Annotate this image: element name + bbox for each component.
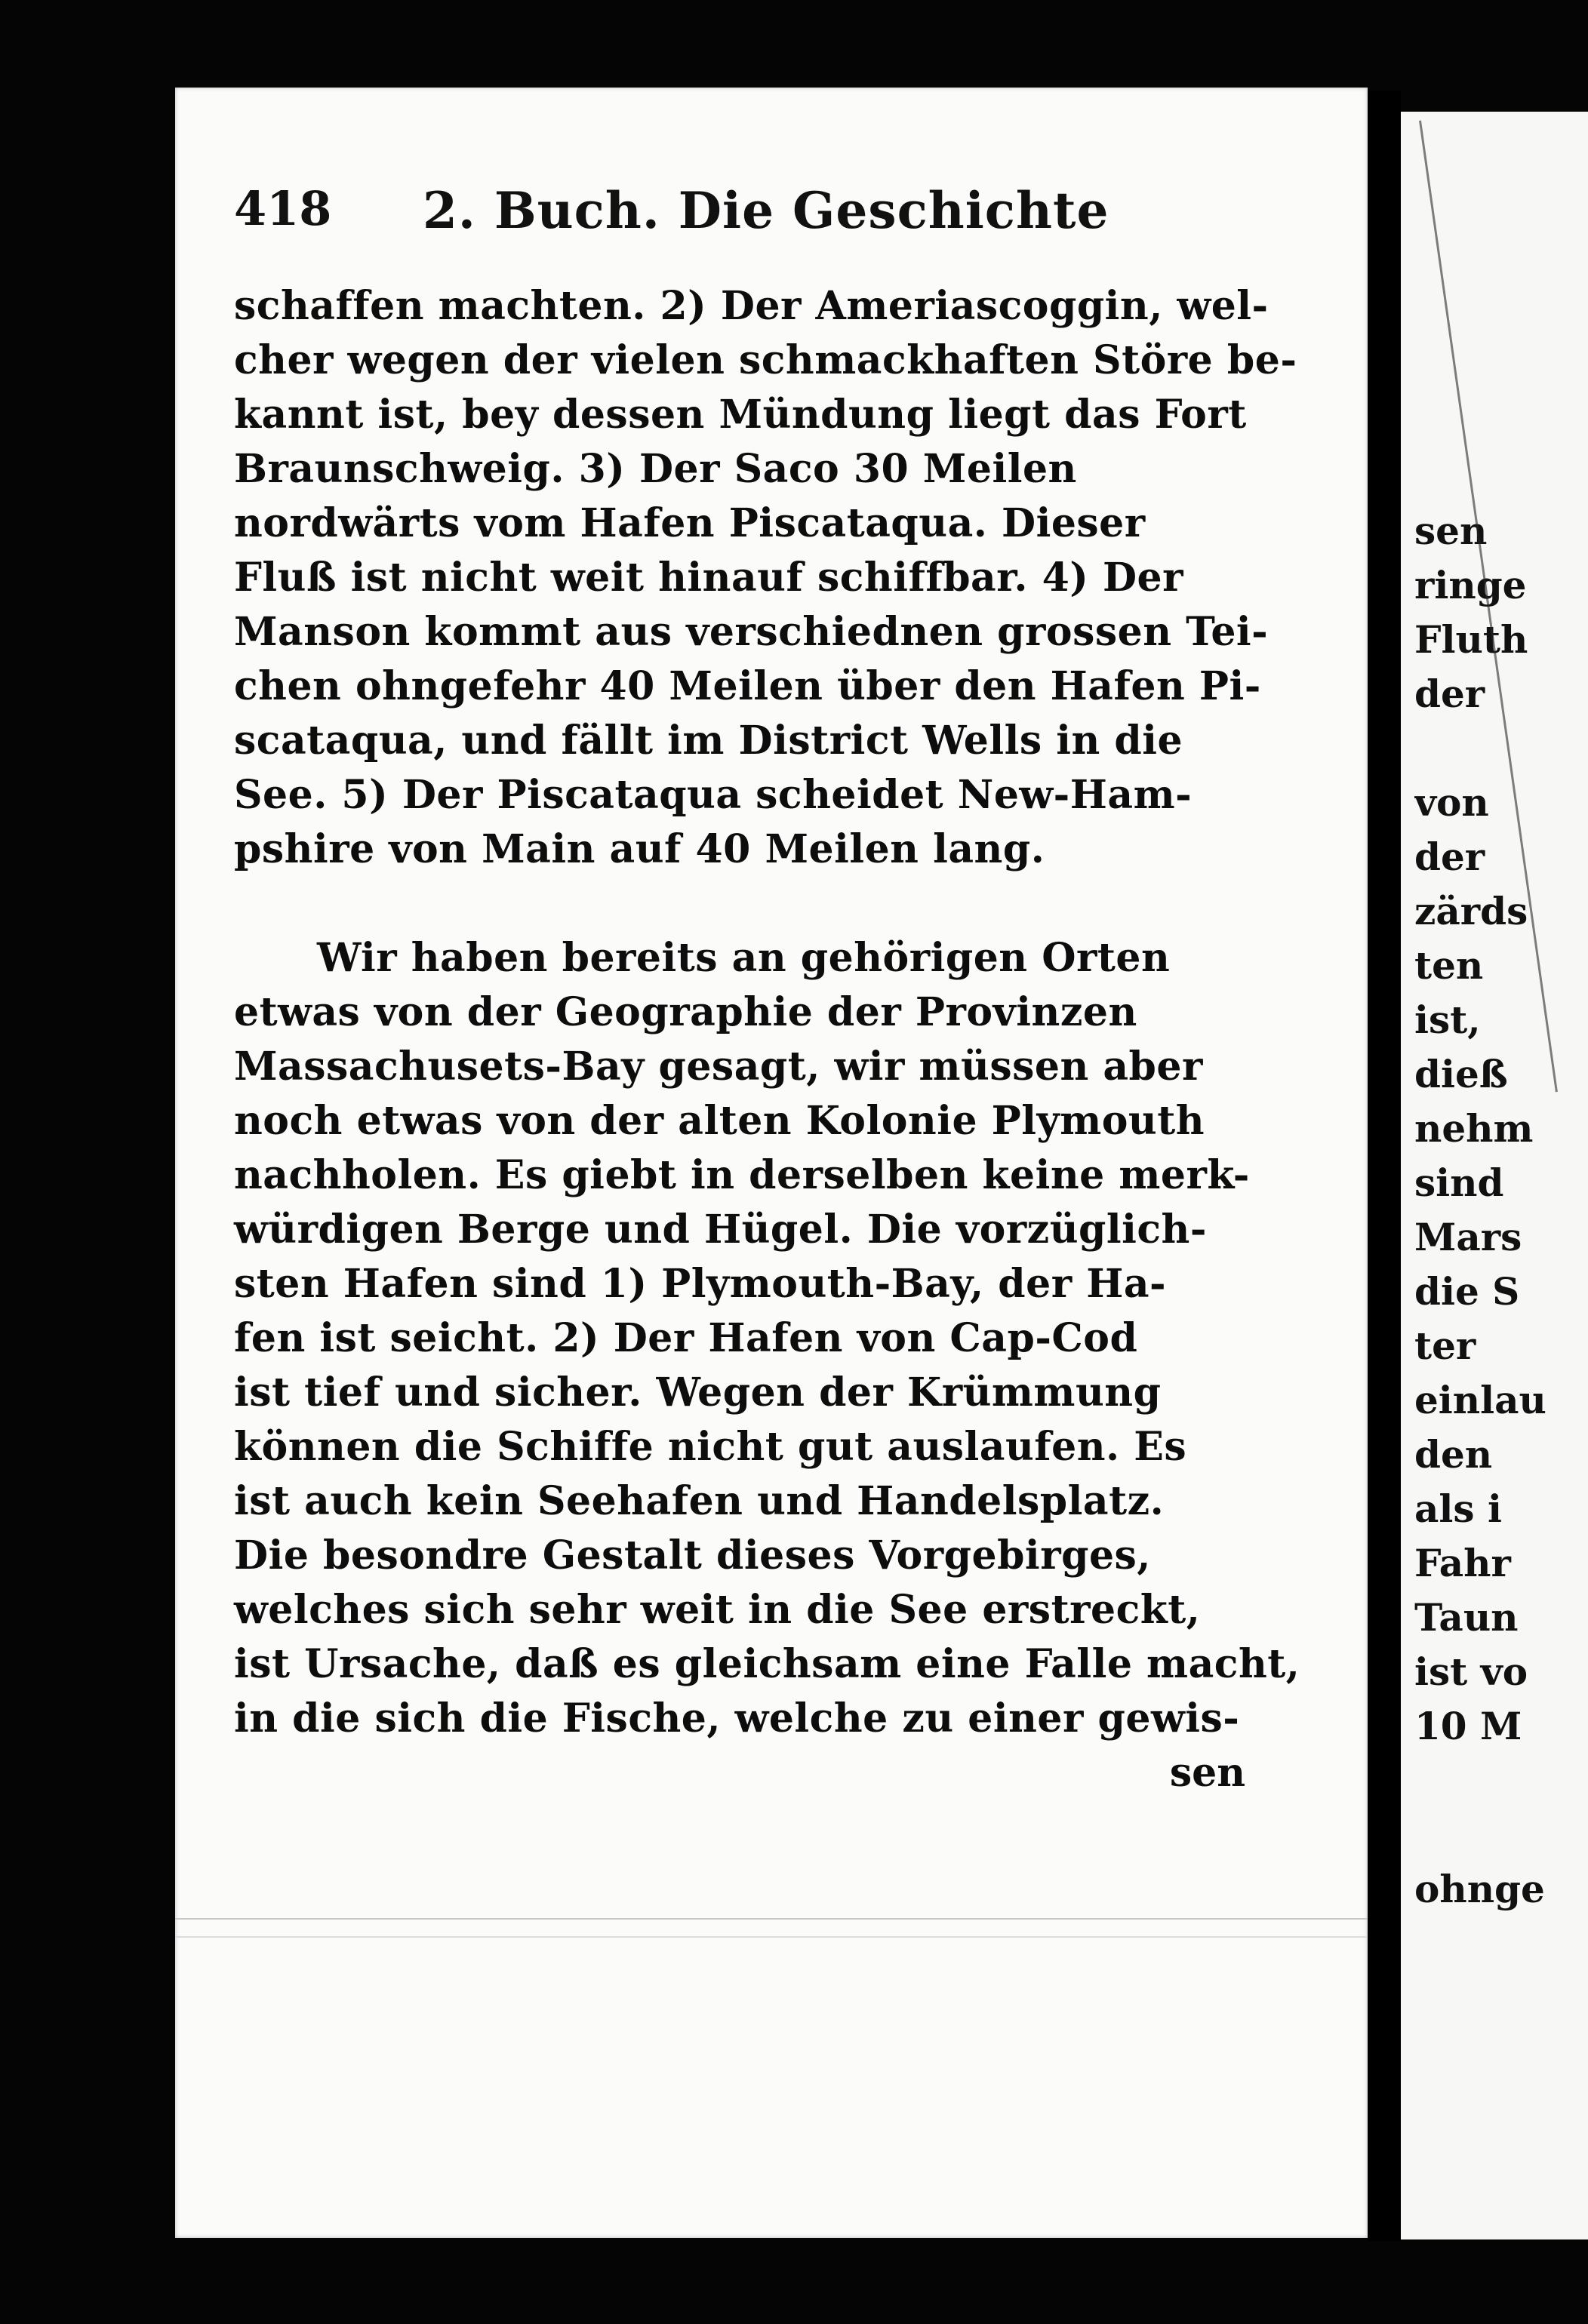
text-line: cher wegen der vielen schmackhaften Störe be-	[234, 337, 1297, 383]
right-line	[1414, 1754, 1588, 1808]
paragraph-1	[234, 279, 1297, 877]
right-line: sen	[1414, 509, 1488, 553]
page-fold-line	[175, 1936, 1368, 1938]
text-line: Wir haben bereits an gehörigen Orten	[317, 935, 1171, 981]
right-line: sind	[1414, 1160, 1504, 1205]
text-line: pshire von Main auf 40 Meilen lang.	[234, 826, 1045, 872]
text-line: sten Hafen sind 1) Plymouth-Bay, der Ha-	[234, 1261, 1167, 1307]
right-line: dieß	[1414, 1052, 1508, 1096]
text-line: Braunschweig. 3) Der Saco 30 Meilen	[234, 446, 1077, 492]
right-line: Fahr	[1414, 1541, 1511, 1585]
right-line: 10 M	[1414, 1704, 1522, 1748]
text-line: See. 5) Der Piscataqua scheidet New-Ham-	[234, 772, 1193, 818]
right-line	[1414, 721, 1588, 776]
right-line: der	[1414, 835, 1485, 879]
right-line: ter	[1414, 1323, 1476, 1368]
text-line: Massachusets-Bay gesagt, wir müssen aber	[234, 1044, 1203, 1090]
catchword: sen	[1169, 1750, 1245, 1796]
right-line: einlau	[1414, 1378, 1546, 1422]
text-line: fen ist seicht. 2) Der Hafen von Cap-Cod	[234, 1315, 1138, 1361]
right-line: Taun	[1414, 1595, 1519, 1640]
text-line: kannt ist, bey dessen Mündung liegt das Fort	[234, 392, 1247, 438]
right-line	[1414, 1808, 1588, 1862]
right-line: von	[1414, 780, 1489, 825]
text-line: können die Schiffe nicht gut auslaufen. Es	[234, 1424, 1187, 1470]
text-line: nordwärts vom Hafen Piscataqua. Dieser	[234, 500, 1146, 546]
right-line: nehm	[1414, 1106, 1534, 1151]
text-line: Die besondre Gestalt dieses Vorgebirges,	[234, 1532, 1151, 1579]
right-line: der	[1414, 672, 1485, 716]
text-line: etwas von der Geographie der Provinzen	[234, 989, 1137, 1035]
text-line: welches sich sehr weit in die See erstreckt,	[234, 1587, 1201, 1633]
right-line: ringe	[1414, 563, 1527, 607]
text-line: in die sich die Fische, welche zu einer gewis-	[234, 1695, 1240, 1741]
text-line: ist tief und sicher. Wegen der Krümmung	[234, 1370, 1162, 1416]
right-page-text	[1414, 504, 1588, 1917]
text-line: chen ohngefehr 40 Meilen über den Hafen Pi-	[234, 663, 1261, 709]
text-line: nachholen. Es giebt in derselben keine merk-	[234, 1152, 1250, 1198]
right-page-fragment	[1401, 112, 1588, 2239]
paragraph-2	[234, 931, 1300, 1746]
text-line: ist auch kein Seehafen und Handelsplatz.	[234, 1478, 1165, 1524]
text-line: Fluß ist nicht weit hinauf schiffbar. 4) Der	[234, 555, 1184, 601]
body-text	[234, 279, 1300, 1800]
text-line: würdigen Berge und Hügel. Die vorzüglich-	[234, 1207, 1207, 1253]
running-title: 2. Buch. Die Geschichte	[423, 181, 1109, 240]
right-line: Mars	[1414, 1215, 1522, 1259]
text-line: ist Ursache, daß es gleichsam eine Falle macht,	[234, 1641, 1300, 1687]
page-number: 418	[234, 181, 332, 236]
right-line: zärds	[1414, 889, 1528, 933]
text-line: scataqua, und fällt im District Wells in die	[234, 718, 1183, 764]
paragraph-gap	[234, 877, 1260, 931]
right-line: ist vo	[1414, 1649, 1528, 1694]
page-fold-line	[175, 1918, 1368, 1920]
right-line: Fluth	[1414, 617, 1528, 662]
right-line: ohnge	[1414, 1867, 1545, 1911]
book-gutter	[1368, 91, 1401, 2241]
text-line: schaffen machten. 2) Der Ameriascoggin, wel-	[234, 283, 1269, 329]
right-line: ten	[1414, 943, 1484, 988]
right-line: den	[1414, 1432, 1493, 1477]
right-line: ist,	[1414, 998, 1481, 1042]
right-line: als i	[1414, 1486, 1502, 1531]
page-header	[234, 181, 1215, 257]
text-line: Manson kommt aus verschiednen grossen Tei-	[234, 609, 1269, 655]
text-line: noch etwas von der alten Kolonie Plymouth	[234, 1098, 1205, 1144]
right-line: die S	[1414, 1269, 1520, 1314]
